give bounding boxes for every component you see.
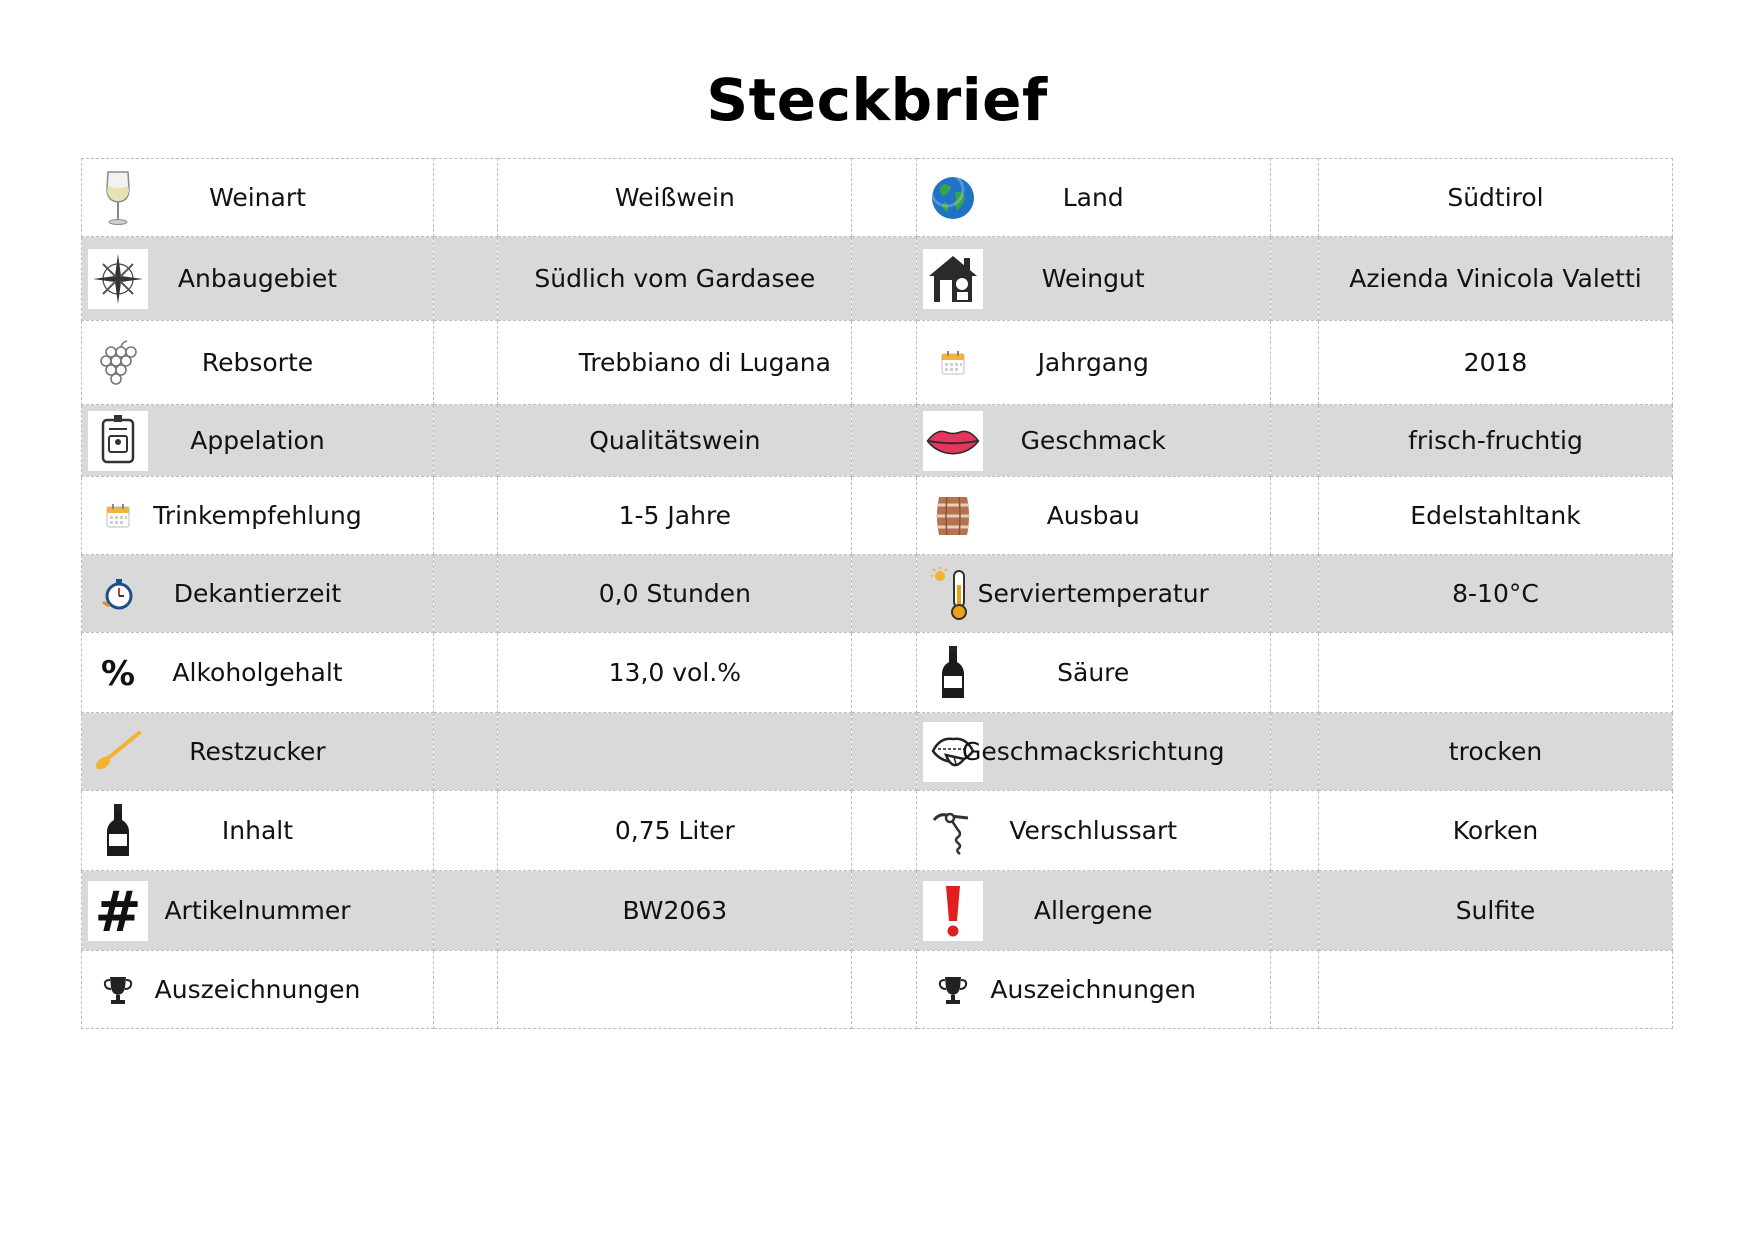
bottle-icon	[923, 643, 983, 703]
field-label: Restzucker	[189, 737, 326, 766]
table-row	[82, 713, 1673, 791]
l-label-cell	[82, 713, 434, 791]
field-value: Azienda Vinicola Valetti	[1349, 264, 1642, 293]
field-value: 13,0 vol.%	[608, 658, 742, 687]
field-value: trocken	[1448, 737, 1543, 766]
field-value: Edelstahltank	[1410, 501, 1581, 530]
l-label-cell	[82, 951, 434, 1029]
field-label: Jahrgang	[1037, 348, 1149, 377]
field-label: Geschmacksrichtung	[961, 737, 1225, 766]
spacer-cell	[1270, 633, 1318, 713]
r-value-cell	[1318, 159, 1672, 237]
table-row	[82, 321, 1673, 405]
field-value: Korken	[1452, 816, 1539, 845]
r-value-cell	[1318, 713, 1672, 791]
l-value-cell	[498, 633, 852, 713]
r-label-cell	[916, 159, 1270, 237]
svg-text:#: #	[94, 882, 142, 939]
field-label: Verschlussart	[1009, 816, 1178, 845]
r-label-cell	[916, 951, 1270, 1029]
hash-icon	[88, 881, 148, 941]
calendar-icon	[88, 486, 148, 546]
l-value-cell	[498, 321, 852, 405]
table-row	[82, 633, 1673, 713]
field-label: Weinart	[209, 183, 306, 212]
r-label-cell	[916, 791, 1270, 871]
spacer-cell	[433, 405, 497, 477]
spacer-cell	[433, 159, 497, 237]
sugar-spoon-icon	[88, 722, 148, 782]
field-value: Sulfite	[1455, 896, 1536, 925]
field-label: Auszeichnungen	[154, 975, 361, 1004]
field-label: Inhalt	[221, 816, 294, 845]
field-value: 2018	[1463, 348, 1528, 377]
l-label-cell	[82, 405, 434, 477]
table-row	[82, 871, 1673, 951]
spacer-cell	[433, 321, 497, 405]
field-label: Appelation	[190, 426, 325, 455]
spacer-cell	[852, 159, 916, 237]
field-value: 0,0 Stunden	[598, 579, 751, 608]
field-label: Auszeichnungen	[990, 975, 1197, 1004]
field-value: 0,75 Liter	[614, 816, 735, 845]
spacer-cell	[852, 633, 916, 713]
spacer-cell	[852, 555, 916, 633]
wine-glass-icon	[88, 168, 148, 228]
field-label: Allergene	[1033, 896, 1153, 925]
spacer-cell	[1270, 321, 1318, 405]
field-value: frisch-fruchtig	[1408, 426, 1583, 455]
r-label-cell	[916, 321, 1270, 405]
table-row	[82, 951, 1673, 1029]
field-label: Land	[1062, 183, 1124, 212]
field-value: BW2063	[622, 896, 728, 925]
spacer-cell	[1270, 713, 1318, 791]
field-value: Weißwein	[614, 183, 735, 212]
l-label-cell	[82, 633, 434, 713]
corkscrew-icon	[923, 801, 983, 861]
field-value: Südlich vom Gardasee	[534, 264, 816, 293]
l-value-cell	[498, 713, 852, 791]
spacer-cell	[852, 321, 916, 405]
spacer-cell	[1270, 405, 1318, 477]
l-label-cell	[82, 477, 434, 555]
r-label-cell	[916, 477, 1270, 555]
r-value-cell	[1318, 405, 1672, 477]
page-title: Steckbrief	[706, 66, 1048, 134]
r-value-cell	[1318, 477, 1672, 555]
field-label: Trinkempfehlung	[153, 501, 362, 530]
spacer-cell	[433, 713, 497, 791]
r-label-cell	[916, 871, 1270, 951]
l-label-cell	[82, 871, 434, 951]
spacer-cell	[852, 871, 916, 951]
lips-icon	[923, 411, 983, 471]
spacer-cell	[433, 791, 497, 871]
spacer-cell	[1270, 791, 1318, 871]
spacer-cell	[852, 951, 916, 1029]
spacer-cell	[1270, 477, 1318, 555]
field-label: Artikelnummer	[164, 896, 351, 925]
field-value: Qualitätswein	[589, 426, 761, 455]
l-value-cell	[498, 405, 852, 477]
spacer-cell	[852, 477, 916, 555]
spacer-cell	[433, 477, 497, 555]
percent-icon	[88, 643, 148, 703]
trophy-icon	[88, 960, 148, 1020]
field-label: Alkoholgehalt	[172, 658, 343, 687]
spacer-cell	[433, 237, 497, 321]
compass-rose-icon	[88, 249, 148, 309]
table-row	[82, 555, 1673, 633]
svg-text:%: %	[100, 653, 136, 694]
r-value-cell	[1318, 951, 1672, 1029]
spacer-cell	[1270, 237, 1318, 321]
table-row	[82, 237, 1673, 321]
field-label: Weingut	[1041, 264, 1145, 293]
spacer-cell	[852, 405, 916, 477]
calendar-icon	[923, 333, 983, 393]
spacer-cell	[1270, 159, 1318, 237]
field-value: Trebbiano di Lugana	[578, 348, 831, 377]
thermometer-icon	[923, 564, 983, 624]
field-label: Serviertemperatur	[977, 579, 1209, 608]
r-label-cell	[916, 555, 1270, 633]
spacer-cell	[433, 951, 497, 1029]
house-icon	[923, 249, 983, 309]
field-value: Südtirol	[1447, 183, 1544, 212]
r-value-cell	[1318, 555, 1672, 633]
l-label-cell	[82, 237, 434, 321]
spacer-cell	[852, 713, 916, 791]
l-label-cell	[82, 159, 434, 237]
exclamation-icon	[923, 881, 983, 941]
spacer-cell	[1270, 555, 1318, 633]
field-label: Anbaugebiet	[177, 264, 338, 293]
spacer-cell	[1270, 951, 1318, 1029]
field-label: Säure	[1057, 658, 1130, 687]
spacer-cell	[433, 633, 497, 713]
r-label-cell	[916, 633, 1270, 713]
r-label-cell	[916, 405, 1270, 477]
stopwatch-icon	[88, 564, 148, 624]
r-value-cell	[1318, 633, 1672, 713]
field-value: 8-10°C	[1452, 579, 1539, 608]
trophy-icon	[923, 960, 983, 1020]
l-value-cell	[498, 159, 852, 237]
l-label-cell	[82, 555, 434, 633]
l-value-cell	[498, 791, 852, 871]
spacer-cell	[852, 791, 916, 871]
table-row	[82, 791, 1673, 871]
field-label: Rebsorte	[201, 348, 314, 377]
l-value-cell	[498, 477, 852, 555]
spacer-cell	[433, 555, 497, 633]
r-value-cell	[1318, 321, 1672, 405]
spacer-cell	[852, 237, 916, 321]
table-row	[82, 477, 1673, 555]
table-row	[82, 159, 1673, 237]
r-value-cell	[1318, 237, 1672, 321]
spacer-cell	[1270, 871, 1318, 951]
l-value-cell	[498, 237, 852, 321]
table-row	[82, 405, 1673, 477]
barrel-icon	[923, 486, 983, 546]
r-value-cell	[1318, 791, 1672, 871]
bottle-icon	[88, 801, 148, 861]
globe-icon	[923, 168, 983, 228]
l-label-cell	[82, 321, 434, 405]
r-value-cell	[1318, 871, 1672, 951]
l-value-cell	[498, 951, 852, 1029]
spacer-cell	[433, 871, 497, 951]
r-label-cell	[916, 237, 1270, 321]
field-label: Dekantierzeit	[173, 579, 342, 608]
grapes-icon	[88, 333, 148, 393]
r-label-cell	[916, 713, 1270, 791]
l-value-cell	[498, 871, 852, 951]
field-value: 1-5 Jahre	[618, 501, 732, 530]
field-label: Ausbau	[1046, 501, 1140, 530]
l-value-cell	[498, 555, 852, 633]
wine-profile-table	[81, 158, 1673, 1029]
l-label-cell	[82, 791, 434, 871]
label-icon	[88, 411, 148, 471]
field-label: Geschmack	[1020, 426, 1166, 455]
